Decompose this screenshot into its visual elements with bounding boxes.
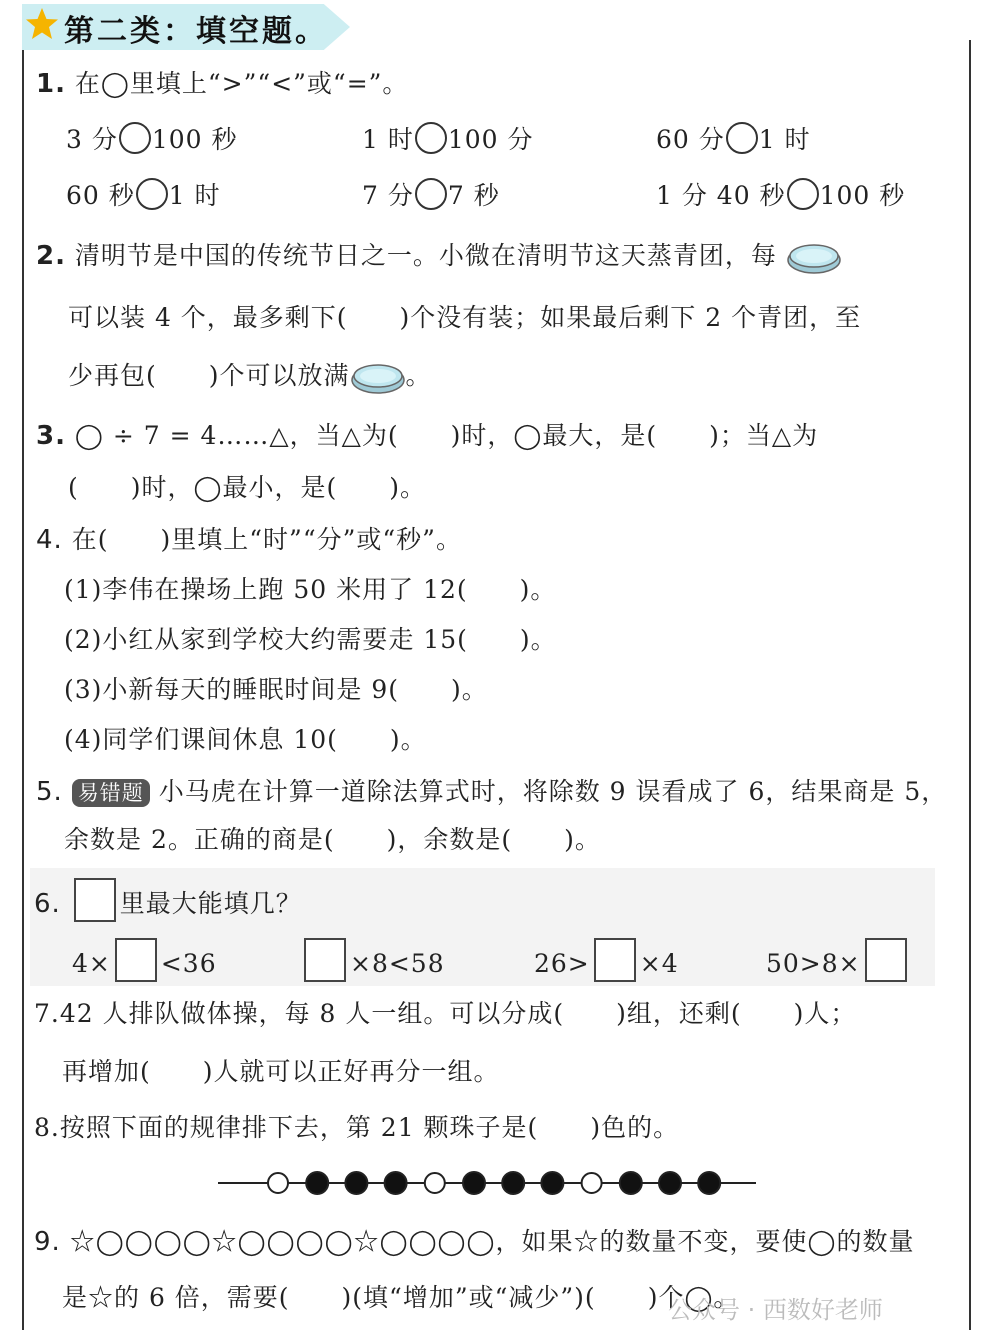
bead-white	[425, 1173, 445, 1193]
q6-stem: 里最大能填几？	[119, 889, 302, 918]
answer-box[interactable]	[115, 938, 157, 982]
q1-item	[362, 120, 534, 156]
q1-item-right: 7 秒	[447, 181, 500, 210]
answer-box[interactable]	[74, 878, 116, 922]
q1-item	[656, 120, 811, 156]
q1-item	[656, 176, 905, 212]
q1-item-right: 1 时	[758, 125, 811, 154]
answer-circle[interactable]	[119, 122, 151, 154]
q2-text-1: 清明节是中国的传统节日之一。小微在清明节这天蒸青团，每	[74, 241, 777, 270]
bead-black	[345, 1172, 367, 1194]
q5-line2: 余数是 2。正确的商是( )，余数是( )。	[64, 825, 601, 854]
answer-circle[interactable]	[136, 178, 168, 210]
q1-item-right: 100 秒	[819, 181, 906, 210]
q5-text-1: 小马虎在计算一道除法算式时，将除数 9 误看成了 6，结果商是 5，	[158, 777, 948, 806]
q6-expr-text: <36	[160, 949, 217, 978]
bead-black	[385, 1172, 407, 1194]
q4-stem-line	[36, 520, 462, 556]
q6-expr-3	[534, 938, 679, 982]
plate-icon	[786, 240, 842, 276]
q7-line2: 再增加( )人就可以正好再分一组。	[62, 1057, 500, 1086]
section-title: 第二类：填空题。	[64, 14, 328, 49]
answer-circle[interactable]	[726, 122, 758, 154]
q1-number: 1.	[36, 69, 66, 99]
q6-expr-text: ×4	[639, 949, 679, 978]
q9-number: 9.	[34, 1227, 61, 1257]
q4-item: (4)同学们课间休息 10( )。	[64, 725, 427, 754]
q1-item-right: 100 分	[447, 125, 534, 154]
answer-box[interactable]	[865, 938, 907, 982]
bead-string	[218, 1163, 758, 1203]
answer-box[interactable]	[304, 938, 346, 982]
bead-black	[502, 1172, 524, 1194]
q2-text-3-end: 。	[405, 361, 432, 390]
q8-line1: 8.按照下面的规律排下去，第 21 颗珠子是( )色的。	[34, 1113, 680, 1142]
bead-black	[541, 1172, 563, 1194]
q1-item-left: 1 分 40 秒	[656, 181, 786, 210]
q9-text-1: ☆◯◯◯◯☆◯◯◯◯☆◯◯◯◯，如果☆的数量不变，要使◯的数量	[69, 1227, 915, 1256]
bead-black	[463, 1172, 485, 1194]
q1-item	[362, 176, 500, 212]
q6-expr-text: 4×	[72, 949, 111, 978]
q4-item: (2)小红从家到学校大约需要走 15( )。	[64, 625, 557, 654]
q6-expr-1	[72, 938, 217, 982]
q5-line1	[36, 772, 947, 808]
q1-stem-line	[36, 64, 408, 100]
watermark: 公众号 · 西数好老师	[668, 1296, 883, 1324]
error-prone-badge: 易错题	[72, 779, 150, 807]
q6-expr-2	[300, 938, 445, 982]
q3-line2: ( )时，◯最小，是( )。	[68, 473, 426, 502]
answer-circle[interactable]	[787, 178, 819, 210]
answer-circle[interactable]	[415, 178, 447, 210]
q1-stem: 在◯里填上“>”“<”或“=”。	[74, 69, 409, 98]
q2-line2: 可以装 4 个，最多剩下( )个没有装；如果最后剩下 2 个青团，至	[68, 303, 862, 332]
q1-item-left: 1 时	[362, 125, 414, 154]
q6-expr-text: 26>	[534, 949, 590, 978]
q4-item: (1)李伟在操场上跑 50 米用了 12( )。	[64, 575, 557, 604]
bead-black	[659, 1172, 681, 1194]
q1-item-left: 7 分	[362, 181, 414, 210]
q3-line1	[36, 416, 818, 452]
q2-text-3: 少再包( )个可以放满	[68, 361, 350, 390]
q4-item: (3)小新每天的睡眠时间是 9( )。	[64, 675, 488, 704]
bead-black	[620, 1172, 642, 1194]
q1-item-left: 3 分	[66, 125, 118, 154]
q4-number: 4.	[36, 525, 63, 555]
q9-line1	[34, 1222, 915, 1258]
q1-item-left: 60 分	[656, 125, 725, 154]
q7-line1: 7.42 人排队做体操，每 8 人一组。可以分成( )组，还剩( )人；	[34, 999, 857, 1028]
q6-number: 6.	[34, 889, 61, 919]
q6-expr-text: ×8<58	[350, 949, 445, 978]
q5-number: 5.	[36, 777, 63, 807]
q6-stem-line	[34, 878, 302, 922]
q3-number: 3.	[36, 421, 66, 451]
q1-item	[66, 176, 221, 212]
bead-black	[306, 1172, 328, 1194]
q2-line3	[68, 356, 432, 396]
q1-item-right: 1 时	[168, 181, 221, 210]
q2-line1	[36, 236, 842, 276]
q4-stem: 在( )里填上“时”“分”或“秒”。	[71, 525, 462, 554]
bead-white	[582, 1173, 602, 1193]
bead-black	[698, 1172, 720, 1194]
answer-circle[interactable]	[415, 122, 447, 154]
star-icon	[24, 6, 60, 42]
q1-item	[66, 120, 238, 156]
q9-line2: 是☆的 6 倍，需要( )(填“增加”或“减少”)( )个◯。	[62, 1283, 740, 1312]
plate-icon	[350, 360, 406, 396]
q1-item-right: 100 秒	[151, 125, 238, 154]
q2-number: 2.	[36, 241, 66, 271]
bead-white	[268, 1173, 288, 1193]
q6-expr-4	[766, 938, 911, 982]
answer-box[interactable]	[594, 938, 636, 982]
q1-item-left: 60 秒	[66, 181, 135, 210]
q3-text-1: ◯ ÷ 7 = 4……△，当△为( )时，◯最大，是( )；当△为	[74, 421, 819, 450]
q6-expr-text: 50>8×	[766, 949, 861, 978]
